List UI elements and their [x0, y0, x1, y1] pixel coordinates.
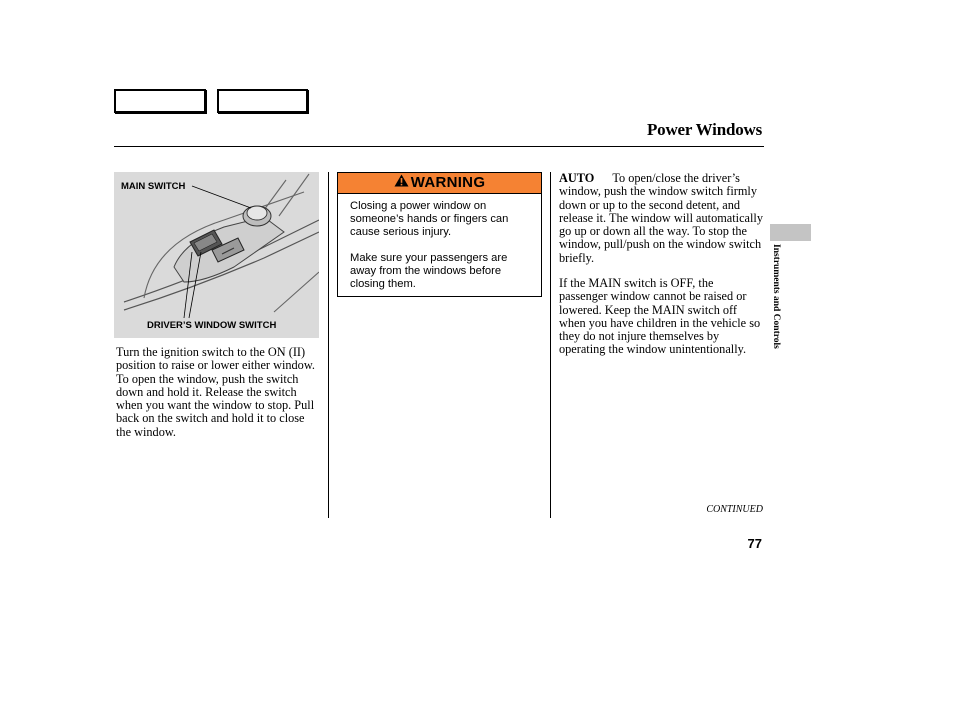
column-divider-right — [550, 172, 551, 518]
section-label-text: Instruments and Controls — [771, 244, 781, 349]
warning-heading: WARNING — [410, 174, 486, 191]
warning-header — [338, 173, 541, 194]
warning-triangle-icon — [394, 173, 409, 193]
main-switch-paragraph: If the MAIN switch is OFF, the passenger window cannot be raised or lowered. Keep the MAIN switch off when you have children in the vehicle so they do not injure themselves by operating the window unintentionally. — [559, 276, 761, 357]
page-title: Power Windows — [646, 120, 762, 139]
continued-label: CONTINUED — [706, 504, 763, 515]
title-rule — [114, 146, 764, 147]
page-number: 77 — [747, 536, 762, 551]
section-tab-marker — [770, 224, 811, 241]
warning-box — [337, 172, 542, 297]
main-switch-callout: MAIN SWITCH — [121, 181, 186, 192]
nav-box-left[interactable] — [114, 89, 206, 113]
section-side-label — [768, 244, 786, 374]
auto-text: To open/close the driver’s window, push the window switch firmly down or up to the second detent, and release it. The window will automatically go up or down all the way. To stop the window, pull/push on the window switch briefly. — [559, 171, 763, 265]
power-window-switch-illustration — [114, 172, 319, 338]
warning-text-1: Closing a power window on someone’s hands or fingers can cause serious injury. — [350, 200, 509, 239]
warning-text-2: Make sure your passengers are away from the windows before closing them. — [350, 252, 508, 291]
auto-paragraph — [559, 172, 764, 265]
auto-label: AUTO — [559, 171, 595, 185]
left-column-paragraph: Turn the ignition switch to the ON (II) position to raise or lower either window. To open the window, push the switch down and hold it. Release the switch when you want the window to stop. Pull back on the switch and hold it to close the window. — [116, 345, 315, 439]
nav-box-right[interactable] — [217, 89, 308, 113]
column-divider-left — [328, 172, 329, 518]
driver-window-switch-callout: DRIVER’S WINDOW SWITCH — [147, 320, 277, 331]
switch-panel-drawing — [114, 172, 319, 338]
